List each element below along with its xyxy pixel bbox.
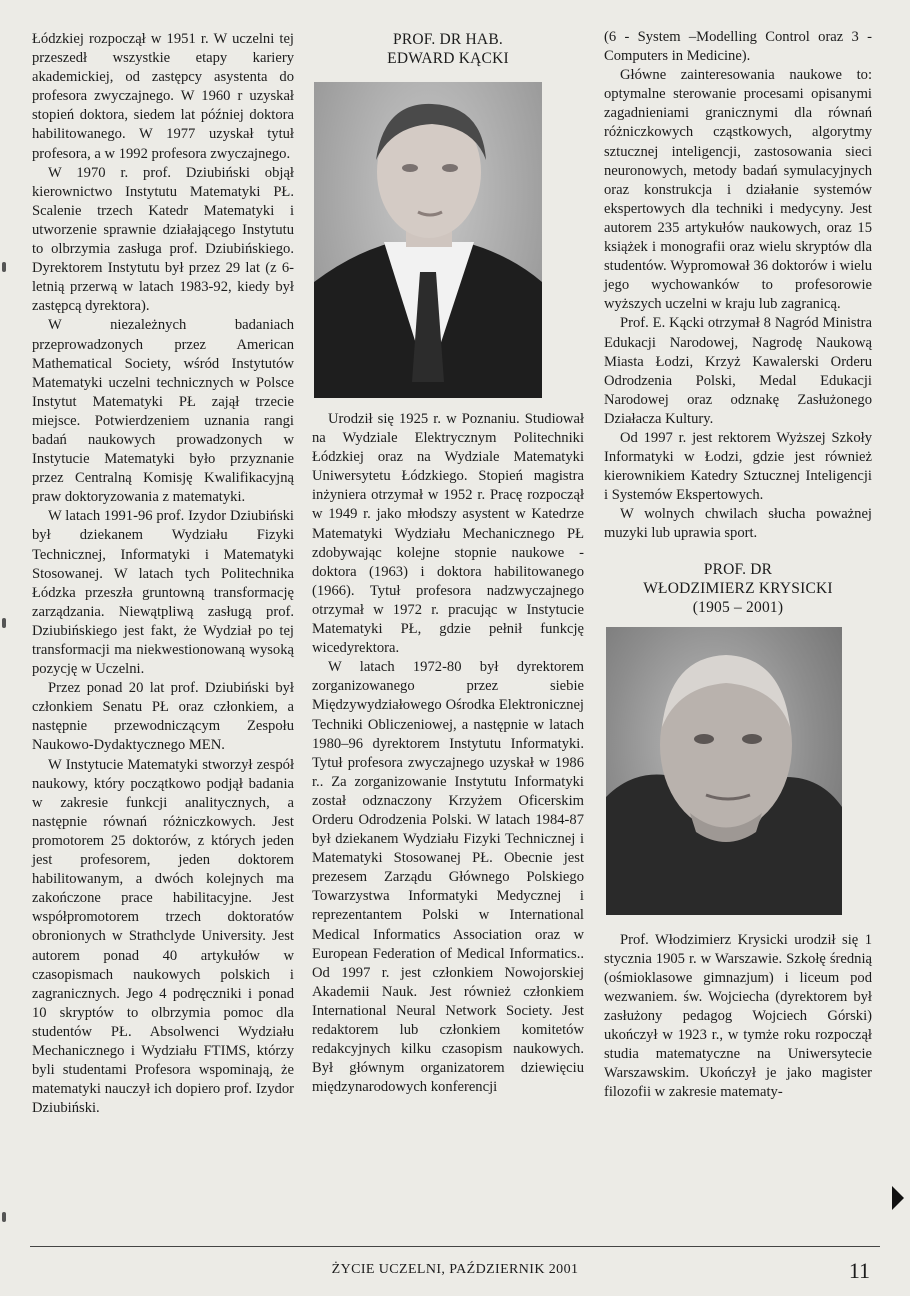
paragraph: W latach 1991-96 prof. Izydor Dziubiński był dziekanem Wydziału Fizyki Technicznej, Informatyki i Matematyki Stosowanej. W latach tych Politechnika Łódzka przeszła gruntowną transformację zarządzania. Niewątpliwą zasługą prof. Dziubińskiego jest fakt, że Wydział po tej transformacji ma niekwestionowaną wysoką pozycję w Uczelni. — [32, 508, 294, 678]
column-2 — [312, 30, 584, 1097]
column-1 — [32, 30, 294, 1118]
paragraph: Urodził się 1925 r. w Poznaniu. Studiował na Wydziale Elektrycznym Politechniki Łódzkiej oraz na Wydziale Matematyki Uniwersytetu Łódzkiego. Stopień magistra inżyniera otrzymał w 1952 r. Pracę rozpoczął w 1949 r. jako młodszy asystent w Katedrze Matematyki Wydziału Mechanicznego PŁ zdobywając kolejne stopnie naukowe - doktora (1963) i doktora habilitowanego (1966). Tytuł profesora nadzwyczajnego otrzymał w 1972 r. pracując w Instytucie Matematyki PŁ, gdzie pełnił funkcję wicedyrektora. — [312, 411, 584, 657]
kacki-portrait-photo — [314, 82, 542, 398]
paragraph: (6 - System –Modelling Control oraz 3 - Computers in Medicine). — [604, 29, 872, 65]
krysicki-portrait-drawing — [606, 627, 842, 915]
paragraph: W 1970 r. prof. Dziubiński objął kierownictwo Instytutu Matematyki PŁ. Scalenie trzech Katedr Matematyki i utworzenie sprawnie działającego Instytutu to olbrzymia zasługa prof. Dziubińskiego. Dyrektorem Instytutu był przez 29 lat (z 6-letnią przerwą w latach 1983-92, kiedy był zastępcą dyrektora). — [32, 164, 294, 315]
krysicki-title: PROF. DR — [703, 560, 773, 578]
krysicki-years: (1905 – 2001) — [692, 598, 784, 616]
kacki-heading — [312, 30, 584, 68]
paragraph: Przez ponad 20 lat prof. Dziubiński był członkiem Senatu PŁ oraz członkiem, a następnie przewodniczącym Zespołu Naukowo-Dydaktycznego MEN. — [32, 680, 294, 754]
footer-publication: ŻYCIE UCZELNI, PAŹDZIERNIK 2001 — [331, 1262, 579, 1277]
kacki-title: PROF. DR HAB. — [393, 31, 503, 48]
paragraph: W latach 1972-80 był dyrektorem zorganizowanego przez siebie Międzywydziałowego Ośrodka Elektronicznej Techniki Obliczeniowej, a następnie w latach 1980–96 dyrektorem Instytutu Informatyki. Tytuł profesora zwyczajnego uzyskał w 1986 r.. Za zorganizowanie Instytutu Informatyki został odznaczony Krzyżem Oficerskim Orderu Odrodzenia Polski. W latach 1984-87 był dziekanem Wydziału Fizyki Technicznej i Matematyki Stosowanej PŁ. Obecnie jest prezesem Zarządu Głównego Polskiego Towarzystwa Informatyki Medycznej i reprezentantem Polski w International Medical Informatics Association oraz w European Federation of Medical Informatics.. Od 1997 r. jest członkiem Nowojorskiej Akademii Nauk. Jest również członkiem International Neural Network Society. Jest redaktorem lub członkiem komitetów redakcyjnych kilku czasopism naukowych. Był głównym organizatorem dziewięciu międzynarodowych konferencji — [312, 659, 584, 1096]
paragraph: Prof. E. Kącki otrzymał 8 Nagród Ministra Edukacji Narodowej, Nagrodę Naukową Miasta Łodzi, Krzyż Kawalerski Orderu Odrodzenia Polski, Medal Edukacji Narodowej oraz odznakę Zasłużonego Działacza Kultury. — [604, 315, 872, 427]
paragraph: W niezależnych badaniach przeprowadzonych przez American Mathematical Society, wśród Instytutów Matematyki uczelni technicznych w Polsce Instytut Matematyki PŁ zajął trzecie miejsce. Potwierdzeniem uznania rangi badań naukowych prowadzonych w Instytucie Matematyki było przyznanie przez Centralną Komisję Kwalifikacyjną praw doktoryzowania z matematyki. — [32, 317, 294, 506]
krysicki-name: WŁODZIMIERZ KRYSICKI — [643, 579, 833, 597]
paragraph: Od 1997 r. jest rektorem Wyższej Szkoły Informatyki w Łodzi, gdzie jest również kierownikiem Katedry Sztucznej Inteligencji i Systemów Ekspertowych. — [604, 429, 872, 504]
margin-mark — [2, 262, 6, 272]
column-3 — [604, 28, 872, 1102]
kacki-name: EDWARD KĄCKI — [387, 50, 509, 67]
paragraph: Główne zainteresowania naukowe to: optymalne sterowanie procesami opisanymi zagadnieniami granicznymi dla równań różniczkowych cząstkowych, algorytmy sztucznej inteligencji, zastosowania sieci neuronowych, metody badań symulacyjnych oraz konstrukcja i działanie systemów ekspertowych dla techniki i medycyny. Jest autorem 235 artykułów naukowych, oraz 15 książek i monografii oraz wielu skryptów dla studentów. Wypromował 36 doktorów i wielu jego wychowanków to profesorowie wyższych uczelni w kraju lub zagranicą. — [604, 67, 872, 313]
krysicki-portrait-photo — [606, 627, 842, 915]
footer-divider — [30, 1246, 880, 1247]
margin-mark — [2, 618, 6, 628]
paragraph: Łódzkiej rozpoczął w 1951 r. W uczelni tej przeszedł wszystkie etapy kariery akademickiej, od zastępcy asystenta do profesora zwyczajnego. W 1960 r uzyskał stopień doktora, siedem lat później doktora habilitowanego. W 1977 uzyskał tytuł profesora, a w 1992 profesora zwyczajnego. — [32, 31, 294, 162]
krysicki-heading — [604, 560, 872, 617]
next-page-arrow-icon — [892, 1186, 904, 1210]
margin-mark — [2, 1212, 6, 1222]
paragraph: W wolnych chwilach słucha poważnej muzyki lub uprawia sport. — [604, 506, 872, 542]
page-number: 11 — [848, 1258, 870, 1283]
kacki-portrait-drawing — [314, 82, 542, 398]
paragraph: W Instytucie Matematyki stworzył zespół naukowy, który początkowo podjął badania w zakresie funkcji analitycznych, a następnie równań różniczkowych. Jest promotorem 25 doktorów, z których jeden jest profesorem, jeden doktorem habilitowanym, a dwóch kolejnych ma zakończone prace habilitacyjne. Jest współpromotorem trzech doktoratów obronionych w Strathclyde University. Jest autorem ponad 40 artykułów w czasopismach naukowych polskich i zagranicznych. Jego 4 podręczniki i ponad 10 skryptów to olbrzymia pomoc dla studentów PŁ. Absolwenci Wydziału Mechanicznego i Wydziału FTIMS, którzy byli studentami Profesora wspominają, że matematyki nauczył ich dopiero prof. Izydor Dziubiński. — [32, 756, 294, 1117]
paragraph: Prof. Włodzimierz Krysicki urodził się 1 stycznia 1905 r. w Warszawie. Szkołę średnią (ośmioklasowe gimnazjum) i liceum pod wezwaniem. św. Wojciecha (dyrektorem był zasłużony pedagog Wojciech Górski) ukończył w 1923 r., w tymże roku rozpoczął studia matematyczne na Uniwersytecie Warszawskim. Ukończył je jako magister filozofii w zakresie matematy- — [604, 931, 872, 1101]
